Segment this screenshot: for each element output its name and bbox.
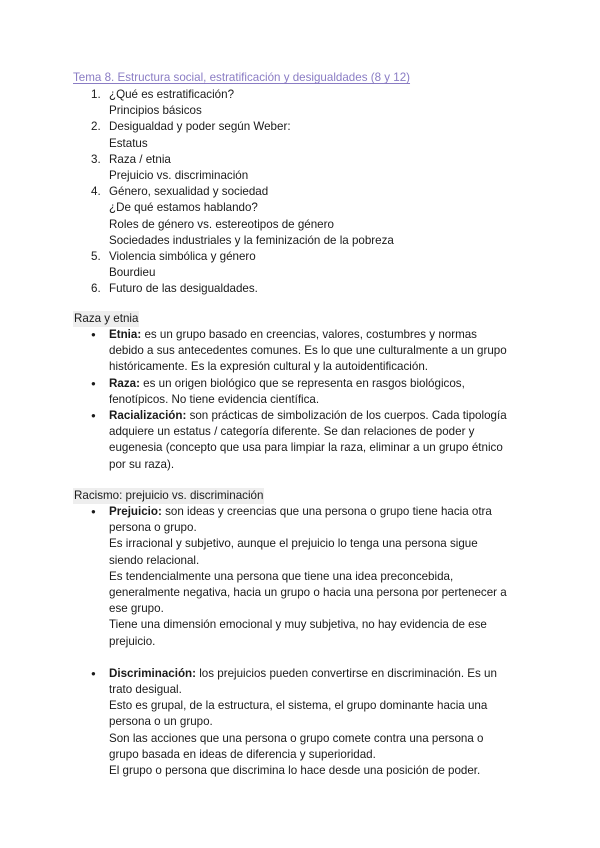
bullet-term: Discriminación: [109,666,196,680]
bullet-line [109,747,508,763]
section-heading-racismo: Racismo: prejuicio vs. discriminación [73,488,264,504]
outline-text: ¿Qué es estratificación? [109,88,235,101]
bullet-line [109,457,508,473]
bullet-text: grupo basada en ideas de diferencia y superioridad. [109,747,376,761]
bullet-line [109,569,508,585]
bullet-line [109,601,508,617]
bullet-text: generalmente negativa, hacia un grupo o hacia una persona por pertenecer a [109,586,507,600]
bullet-line [109,714,508,730]
bullet-line [109,553,508,569]
bullet-line [109,327,508,343]
outline-number: 3. [91,152,101,166]
outline-number: 1. [91,88,101,101]
outline-item [0,249,600,281]
bullet-text: siendo relacional. [109,553,200,567]
bullet-term: Prejuicio: [109,505,162,518]
bullet-text: prejuicio. [109,634,156,648]
bullet-line [109,585,508,601]
bullet-line [109,763,508,779]
bullet-text: por su raza). [109,457,175,471]
outline-item [0,184,600,249]
bullet-line [109,504,508,520]
bullet-dot-icon: ● [91,507,96,516]
bullet-item [0,376,600,408]
bullet-line [109,666,508,682]
bullet-item [0,327,600,376]
bullet-line [109,359,508,375]
outline-number: 6. [91,282,101,296]
bullet-text: Es tendencialmente una persona que tiene una idea preconcebida, [109,569,454,583]
bullet-text: debido a sus antecedentes comunes. Es lo que une culturalmente a un grupo [109,344,507,358]
bullet-text: es un origen biológico que se representa en rasgos biológicos, [143,376,465,390]
outline-text: Futuro de las desigualdades. [109,282,258,296]
bullet-dot-icon: ● [91,411,96,421]
bullet-line [109,343,508,359]
outline-item [0,281,600,297]
bullet-line [109,731,508,747]
bullet-term: Raza: [109,376,140,390]
outline-text: Violencia simbólica y género [109,250,256,264]
bullet-line [109,682,508,698]
outline-item [0,152,600,184]
outline-subtopic: Roles de género vs. estereotipos de género [109,217,334,231]
outline-subtopic: Estatus [109,136,148,150]
bullet-text: Esto es grupal, de la estructura, el sistema, el grupo dominante hacia una [109,699,488,713]
bullet-line [109,536,508,552]
bullet-item [0,408,600,473]
outline-subtopic: Prejuicio vs. discriminación [109,169,249,183]
item-spacer [0,650,600,666]
outline-number: 5. [91,250,101,264]
bullet-text: son ideas y creencias que una persona o grupo tiene hacia otra [165,505,492,518]
bullet-line [109,440,508,456]
bullet-text: El grupo o persona que discrimina lo hace desde una posición de poder. [109,764,481,778]
bullet-dot-icon: ● [91,668,96,678]
bullet-line [109,376,508,392]
bullet-text: Tiene una dimensión emocional y muy subjetiva, no hay evidencia de ese [109,618,487,632]
outline-number: 4. [91,185,101,199]
outline-text: Desigualdad y poder según Weber: [109,120,291,134]
raza-etnia-list [0,327,600,473]
bullet-text: adquiere un estatus / categoría diferente. Se dan relaciones de poder y [109,425,475,439]
bullet-term: Etnia: [109,328,142,341]
bullet-line [109,520,508,536]
bullet-text: eugenesia (concepto que usa para limpiar la raza, eliminar a un grupo étnico [109,441,503,455]
bullet-text: persona o un grupo. [109,715,213,729]
bullet-line [109,392,508,408]
outline-text: Raza / etnia [109,152,171,166]
bullet-text: históricamente. Es la expresión cultural y la autoidentificación. [109,360,428,374]
bullet-text: fenotípicos. No tiene evidencia científica. [109,392,320,406]
bullet-text: los prejuicios pueden convertirse en discriminación. Es un [199,666,497,680]
bullet-term: Racialización: [109,409,187,423]
bullet-text: ese grupo. [109,602,164,616]
bullet-line [109,698,508,714]
outline-number: 2. [91,120,101,134]
bullet-text: son prácticas de simbolización de los cuerpos. Cada tipología [189,409,507,423]
outline-text: Género, sexualidad y sociedad [109,185,269,199]
outline-item [0,87,600,119]
bullet-text: Es irracional y subjetivo, aunque el prejuicio lo tenga una persona sigue [109,537,478,551]
bullet-text: es un grupo basado en creencias, valores, costumbres y normas [144,328,477,341]
outline-subtopic: Sociedades industriales y la feminización de la pobreza [109,233,394,247]
bullet-dot-icon: ● [91,330,96,339]
document-title-link[interactable]: Tema 8. Estructura social, estratificación y desigualdades (8 y 12) [73,71,411,84]
bullet-item [0,666,600,779]
bullet-item [0,504,600,650]
section-heading-raza-etnia: Raza y etnia [73,311,139,327]
outline-item [0,119,600,151]
bullet-line [109,424,508,440]
bullet-line [109,634,508,650]
outline-subtopic: Principios básicos [109,104,202,118]
outline-subtopic: Bourdieu [109,266,156,280]
bullet-dot-icon: ● [91,378,96,388]
bullet-line [109,408,508,424]
bullet-text: persona o grupo. [109,521,197,535]
bullet-text: trato desigual. [109,683,182,697]
bullet-text: Son las acciones que una persona o grupo comete contra una persona o [109,731,484,745]
racismo-list [0,504,600,779]
outline-subtopic: ¿De qué estamos hablando? [109,201,258,215]
bullet-line [109,617,508,633]
topic-outline [0,87,600,298]
